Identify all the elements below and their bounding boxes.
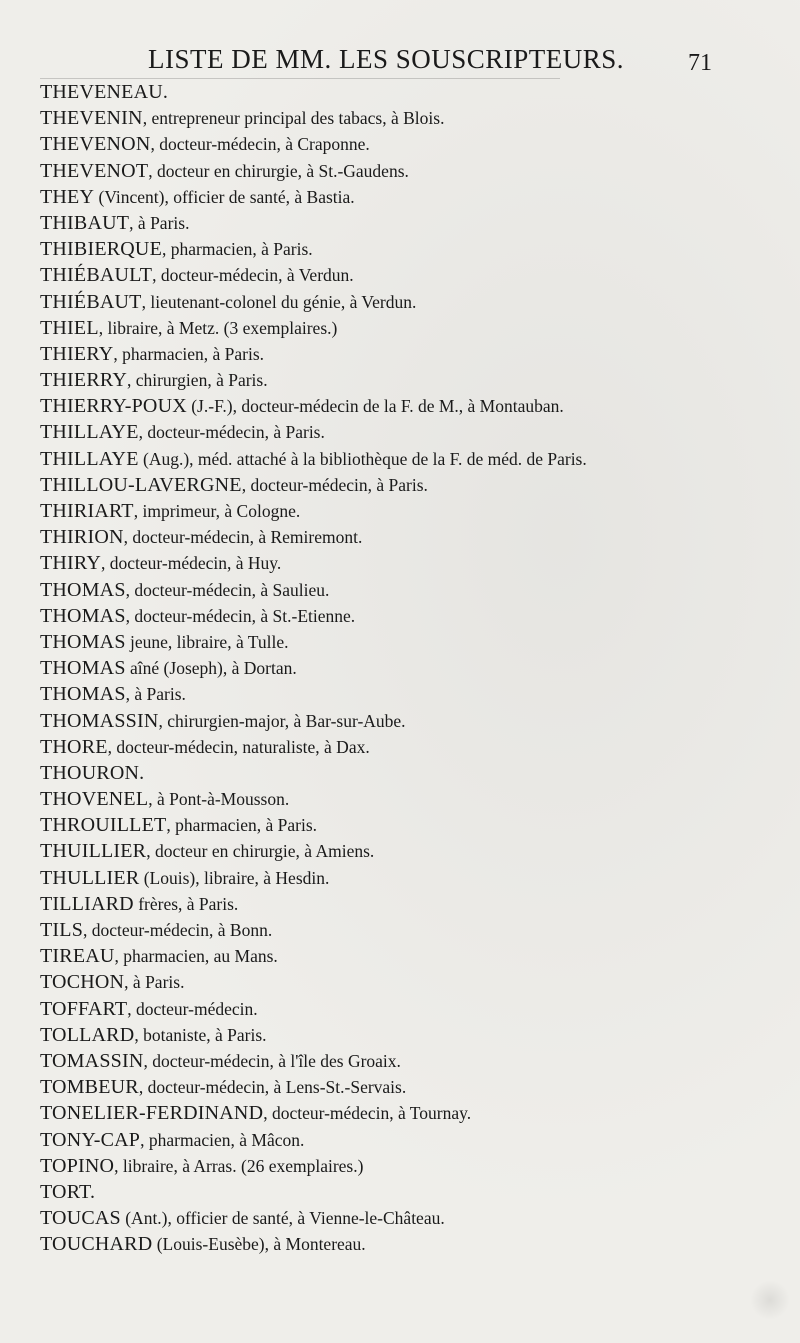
- subscriber-entry: [40, 210, 760, 236]
- subscriber-entry: [40, 262, 760, 288]
- subscriber-entry: [40, 1205, 760, 1231]
- subscriber-name: THEY: [40, 185, 95, 208]
- subscriber-name: THOVENEL: [40, 788, 149, 811]
- subscriber-details: , docteur-médecin.: [127, 998, 258, 1019]
- subscriber-name: THIBAUT: [40, 211, 130, 234]
- subscriber-entry: [40, 105, 760, 131]
- subscriber-details: , docteur-médecin, à St.-Etienne.: [125, 605, 356, 626]
- subscriber-entry: [40, 550, 760, 576]
- subscriber-entry: [40, 393, 760, 419]
- subscriber-entry: [40, 1127, 760, 1153]
- subscriber-name: THIBIERQUE: [40, 238, 162, 261]
- subscriber-entry: [40, 917, 760, 943]
- subscriber-details: , docteur-médecin, à Remiremont.: [123, 527, 363, 548]
- subscriber-details: , docteur en chirurgie, à St.-Gaudens.: [148, 160, 409, 181]
- subscriber-entry: [40, 1231, 760, 1257]
- subscriber-details: , docteur-médecin, à Craponne.: [150, 134, 370, 155]
- subscriber-name: THIERRY-POUX: [40, 395, 187, 418]
- subscriber-name: THILLAYE: [40, 421, 139, 444]
- subscriber-entry: [40, 786, 760, 812]
- subscriber-name: TIREAU: [40, 945, 115, 968]
- subscriber-name: THIERY: [40, 342, 114, 365]
- subscriber-name: THILLOU-LAVERGNE: [40, 473, 242, 496]
- subscriber-entry: [40, 734, 760, 760]
- subscriber-entry: [40, 1022, 760, 1048]
- subscriber-details: , à Paris.: [125, 684, 186, 705]
- subscriber-name: TOMASSIN: [40, 1049, 144, 1072]
- subscriber-list: [40, 79, 760, 1257]
- subscriber-details: , lieutenant-colonel du génie, à Verdun.: [141, 291, 417, 312]
- subscriber-name: TILLIARD: [40, 892, 134, 915]
- subscriber-entry: [40, 629, 760, 655]
- subscriber-name: THIEL: [40, 316, 99, 339]
- subscriber-details: jeune, libraire, à Tulle.: [125, 631, 289, 652]
- subscriber-details: , docteur-médecin, à l'île des Groaix.: [143, 1050, 401, 1071]
- subscriber-entry: [40, 655, 760, 681]
- subscriber-entry: [40, 1074, 760, 1100]
- subscriber-entry: [40, 419, 760, 445]
- subscriber-details: , botaniste, à Paris.: [134, 1024, 267, 1045]
- subscriber-details: , docteur-médecin, à Verdun.: [152, 265, 354, 286]
- subscriber-name: THULLIER: [40, 866, 140, 889]
- subscriber-entry: [40, 1048, 760, 1074]
- subscriber-details: , pharmacien, au Mans.: [114, 946, 278, 967]
- subscriber-name: TOUCAS: [40, 1207, 121, 1230]
- subscriber-entry: [40, 681, 760, 707]
- subscriber-entry: [40, 236, 760, 262]
- subscriber-details: (Vincent), officier de santé, à Bastia.: [94, 186, 355, 207]
- subscriber-entry: [40, 943, 760, 969]
- subscriber-name: THOMAS: [40, 657, 126, 680]
- subscriber-details: , docteur-médecin, à Paris.: [138, 422, 325, 443]
- subscriber-details: , docteur-médecin, à Saulieu.: [125, 579, 330, 600]
- subscriber-name: TONY-CAP: [40, 1128, 141, 1151]
- subscriber-details: , chirurgien-major, à Bar-sur-Aube.: [158, 710, 406, 731]
- subscriber-name: THIERRY: [40, 369, 127, 392]
- subscriber-name: THORE: [40, 735, 108, 758]
- subscriber-name: THUILLIER: [40, 840, 147, 863]
- subscriber-details: , entrepreneur principal des tabacs, à Blois.: [142, 108, 445, 129]
- subscriber-entry: [40, 158, 760, 184]
- subscriber-entry: [40, 996, 760, 1022]
- subscriber-details: (Aug.), méd. attaché à la bibliothèque de la F. de méd. de Paris.: [138, 448, 587, 469]
- subscriber-name: THILLAYE: [40, 447, 139, 470]
- subscriber-name: TOLLARD: [40, 1023, 135, 1046]
- subscriber-details: frères, à Paris.: [133, 893, 239, 914]
- page-header: [140, 40, 712, 80]
- subscriber-entry: [40, 708, 760, 734]
- subscriber-name: THOMASSIN: [40, 709, 159, 732]
- subscriber-entry: [40, 1179, 760, 1205]
- subscriber-entry: [40, 184, 760, 210]
- subscriber-name: TOPINO: [40, 1154, 115, 1177]
- subscriber-details: , imprimeur, à Cologne.: [133, 501, 301, 521]
- subscriber-details: , à Paris.: [124, 972, 185, 993]
- subscriber-details: , libraire, à Arras. (26 exemplaires.): [114, 1155, 364, 1176]
- subscriber-entry: [40, 498, 760, 524]
- subscriber-name: THROUILLET: [40, 814, 167, 837]
- subscriber-details: , à Pont-à-Mousson.: [148, 789, 290, 810]
- subscriber-name: TOFFART: [40, 997, 128, 1020]
- subscriber-details: , pharmacien, à Paris.: [161, 239, 313, 260]
- subscriber-details: , chirurgien, à Paris.: [126, 370, 268, 391]
- subscriber-entry: [40, 79, 760, 105]
- subscriber-name: THIÉBAULT: [40, 264, 153, 287]
- subscriber-name: THIRIART: [40, 500, 134, 522]
- subscriber-name: THOMAS: [40, 578, 126, 601]
- subscriber-details: , pharmacien, à Paris.: [113, 343, 265, 364]
- subscriber-name: THOMAS: [40, 683, 126, 706]
- subscriber-details: , docteur-médecin, naturaliste, à Dax.: [107, 736, 370, 757]
- subscriber-details: , docteur-médecin, à Bonn.: [83, 920, 273, 940]
- subscriber-entry: [40, 577, 760, 603]
- subscriber-entry: [40, 1100, 760, 1126]
- subscriber-entry: [40, 446, 760, 472]
- subscriber-details: (Louis), libraire, à Hesdin.: [139, 867, 330, 888]
- subscriber-entry: [40, 838, 760, 864]
- subscriber-details: , docteur-médecin, à Lens-St.-Servais.: [138, 1077, 407, 1098]
- subscriber-entry: [40, 760, 760, 786]
- subscriber-entry: [40, 603, 760, 629]
- subscriber-details: , docteur-médecin, à Tournay.: [263, 1103, 472, 1124]
- subscriber-name: THOMAS: [40, 630, 126, 653]
- subscriber-details: (Ant.), officier de santé, à Vienne-le-Château.: [120, 1208, 445, 1229]
- subscriber-name: TONELIER-FERDINAND: [40, 1102, 264, 1125]
- subscriber-entry: [40, 969, 760, 995]
- subscriber-name: TILS: [40, 919, 84, 941]
- subscriber-name: THEVENEAU.: [40, 81, 169, 103]
- subscriber-entry: [40, 891, 760, 917]
- subscriber-entry: [40, 367, 760, 393]
- subscriber-entry: [40, 131, 760, 157]
- subscriber-name: TORT.: [40, 1180, 96, 1203]
- paper-stain: [750, 1280, 790, 1320]
- subscriber-name: THIRION: [40, 526, 124, 549]
- subscriber-entry: [40, 472, 760, 498]
- subscriber-details: (J.-F.), docteur-médecin de la F. de M., à Montauban.: [186, 396, 564, 417]
- subscriber-entry: [40, 812, 760, 838]
- running-title: LISTE DE MM. LES SOUSCRIPTEURS.: [148, 44, 625, 74]
- subscriber-name: THIÉBAUT: [40, 290, 142, 313]
- subscriber-name: TOMBEUR: [40, 1076, 139, 1099]
- subscriber-details: , docteur en chirurgie, à Amiens.: [146, 841, 375, 862]
- subscriber-details: aîné (Joseph), à Dortan.: [125, 658, 297, 679]
- subscriber-entry: [40, 524, 760, 550]
- subscriber-name: THEVENIN: [40, 107, 143, 130]
- subscriber-name: THOMAS: [40, 604, 126, 627]
- subscriber-name: TOCHON: [40, 971, 125, 994]
- subscriber-details: , pharmacien, à Mâcon.: [140, 1129, 305, 1150]
- subscriber-entry: [40, 865, 760, 891]
- subscriber-details: , libraire, à Metz. (3 exemplaires.): [98, 317, 338, 338]
- subscriber-name: THIRY: [40, 552, 101, 575]
- subscriber-name: THEVENOT: [40, 159, 149, 182]
- subscriber-name: TOUCHARD: [40, 1233, 153, 1256]
- subscriber-entry: [40, 315, 760, 341]
- subscriber-details: (Louis-Eusèbe), à Montereau.: [152, 1234, 366, 1255]
- subscriber-details: , à Paris.: [129, 212, 190, 233]
- subscriber-entry: [40, 289, 760, 315]
- subscriber-name: THEVENON: [40, 133, 151, 156]
- subscriber-entry: [40, 341, 760, 367]
- subscriber-details: , docteur-médecin, à Huy.: [101, 553, 282, 574]
- subscriber-name: THOURON.: [40, 761, 145, 784]
- page-number: 71: [688, 50, 712, 76]
- subscriber-details: , docteur-médecin, à Paris.: [241, 474, 428, 495]
- subscriber-details: , pharmacien, à Paris.: [166, 815, 318, 836]
- subscriber-entry: [40, 1153, 760, 1179]
